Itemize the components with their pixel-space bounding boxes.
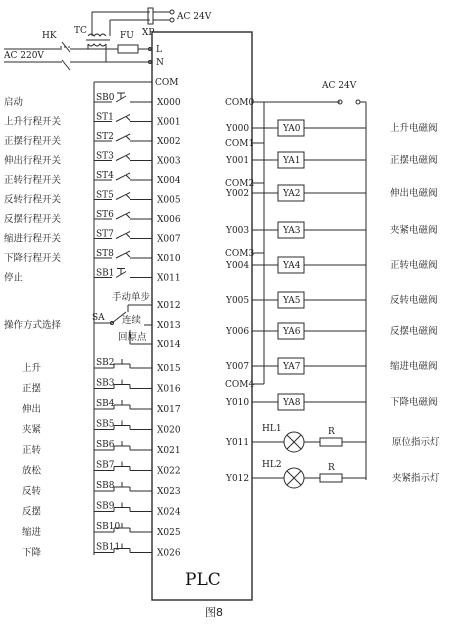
mode-home-label: 回原点 [118,332,147,343]
manual-address: X021 [157,446,181,456]
manual-row-x026 [22,543,181,559]
input-device-label: ST7 [96,229,114,240]
output-function-label: 反摆电磁阀 [390,326,438,337]
coil-label: YA0 [283,124,301,134]
output-row-y001 [225,152,438,168]
coil-label: YA4 [283,261,301,271]
input-label: 正转行程开关 [4,175,62,186]
input-device-label: ST4 [96,171,114,181]
manual-address: X024 [157,507,181,518]
lamp-address: Y011 [226,438,250,448]
common-terminal-label: COM4 [225,380,255,390]
output-row-y003 [225,222,438,238]
output-address: Y007 [226,362,250,372]
input-device-label: ST3 [96,151,114,162]
input-row-x005 [4,191,181,206]
input-address: X002 [157,137,181,147]
ac24-top-label: AC 24V [177,12,212,22]
output-function-label: 下降电磁阀 [390,397,438,408]
manual-row-x023 [22,481,181,497]
output-address: Y004 [226,261,250,271]
input-address: X007 [157,234,181,245]
manual-input-section [22,358,181,559]
input-label: 伸出行程开关 [4,155,62,167]
manual-device-label: SB10 [96,522,121,532]
input-label: 反转行程开关 [4,194,62,206]
manual-address: X017 [157,405,181,415]
input-label: 反摆行程开关 [4,214,62,225]
manual-input-label: 反转 [22,486,42,497]
ac220-label: AC 220V [4,51,44,61]
output-row-y004 [225,257,438,273]
tc-label: TC [74,26,87,36]
manual-input-label: 正摆 [22,383,42,395]
manual-row-x015 [22,358,181,374]
plc-label: PLC [185,570,221,590]
common-terminal-label: COM1 [225,139,255,149]
coil-label: YA5 [283,296,301,306]
xp-plug-icon [148,8,153,24]
coil-label: YA6 [283,327,301,337]
input-device-label: ST8 [96,249,114,259]
coil-label: YA3 [283,226,301,236]
fuse-icon [118,45,138,53]
lamp-row-y011 [225,424,440,452]
transformer-secondary-icon [88,44,106,46]
input-device-label: SB0 [96,93,115,103]
output-address: Y003 [226,226,250,236]
manual-input-label: 伸出 [22,404,42,415]
manual-row-x025 [22,522,181,538]
manual-device-label: SB11 [96,542,121,553]
input-device-label: ST2 [96,132,114,142]
output-row-y010 [225,394,438,410]
manual-device-label: SB7 [96,460,115,471]
input-row-x001 [4,113,181,128]
input-address: X011 [157,273,181,284]
lamp-name-label: HL2 [262,460,282,470]
manual-address: X026 [157,548,181,559]
manual-input-label: 缩进 [22,527,42,538]
l-terminal-label: L [156,45,162,55]
resistor-label: R [328,427,335,437]
lamp-address: Y012 [226,474,250,484]
output-row-y005 [225,292,438,308]
input-address: X005 [157,195,181,206]
xp-label: XP [142,28,155,38]
common-terminal-label: COM2 [225,179,255,189]
manual-address: X015 [157,364,181,374]
manual-device-label: SB4 [96,399,115,409]
mode-address-2: X013 [157,321,181,331]
output-address: Y000 [226,124,250,134]
input-row-x007 [4,230,181,245]
manual-row-x020 [22,420,181,436]
common-terminal-label: COM3 [225,249,255,259]
input-device-label: SB1 [96,268,115,279]
mode-manual-label: 手动单步 [112,292,151,303]
output-section [225,81,440,488]
output-address: Y002 [226,189,250,199]
input-address: X010 [157,254,181,264]
manual-device-label: SB5 [96,419,115,430]
manual-address: X025 [157,528,181,538]
manual-row-x022 [22,461,181,477]
input-label: 缩进行程开关 [4,233,62,245]
mode-address-1: X012 [157,301,181,311]
hk-label: HK [42,31,57,41]
output-function-label: 正转电磁阀 [390,260,438,271]
manual-input-label: 正转 [22,445,42,456]
power-section [3,8,212,70]
output-row-y000 [225,120,438,136]
output-address: Y006 [226,327,250,337]
manual-input-label: 下降 [22,547,42,559]
input-label: 停止 [4,272,24,284]
input-address: X000 [157,98,181,108]
fu-label: FU [120,31,134,41]
input-device-label: ST5 [96,190,114,201]
mode-continuous-label: 连续 [122,315,142,326]
coil-label: YA2 [283,189,301,199]
output-function-label: 夹紧电磁阀 [390,225,438,236]
input-row-x010 [4,249,181,264]
coil-label: YA1 [283,156,301,166]
input-row-x000 [4,93,181,108]
manual-device-label: SB9 [96,501,115,512]
output-function-label: 缩进电磁阀 [390,361,438,372]
input-row-x003 [4,152,181,167]
output-function-label: 反转电磁阀 [390,295,438,306]
sa-device-label: SA [92,313,105,323]
manual-input-label: 放松 [22,465,42,477]
output-address: Y005 [226,296,250,306]
output-row-y007 [225,358,438,374]
output-row-y002 [225,185,438,201]
lamp-name-label: HL1 [262,424,282,434]
output-function-label: 上升电磁阀 [390,123,438,134]
n-terminal-label: N [156,58,164,68]
input-address: X006 [157,215,181,225]
manual-address: X022 [157,466,181,477]
manual-device-label: SB6 [96,440,115,450]
input-row-x002 [4,132,181,147]
input-label: 启动 [4,97,24,108]
input-row-x004 [4,171,181,186]
output-row-y006 [225,323,438,339]
manual-address: X023 [157,487,181,497]
mode-address-3: X014 [157,340,181,350]
input-address: X004 [157,176,181,186]
manual-row-x024 [22,502,181,518]
com-terminal-label: COM [155,78,179,88]
output-function-label: 正摆电磁阀 [390,155,438,166]
manual-device-label: SB3 [96,378,115,389]
resistor-label: R [328,463,335,473]
input-label: 正摆行程开关 [4,136,62,147]
manual-address: X020 [157,425,181,436]
mode-select-label: 操作方式选择 [4,320,62,331]
manual-address: X016 [157,384,181,395]
mode-select-section [4,291,181,350]
lamp-row-y012 [225,460,440,488]
output-supply-label: AC 24V [322,81,357,91]
input-label: 下降行程开关 [4,253,62,264]
manual-input-label: 夹紧 [22,424,42,436]
resistor-icon [320,474,342,482]
transformer-primary-icon [88,34,106,36]
resistor-icon [320,438,342,446]
common-terminal-label: COM0 [225,98,255,108]
lamp-function-label: 原位指示灯 [392,437,440,448]
input-row-x011 [4,269,181,284]
manual-input-label: 上升 [22,363,42,374]
input-device-label: ST1 [96,112,114,123]
input-address: X001 [157,117,181,128]
output-address: Y010 [226,398,250,408]
input-section [4,93,181,284]
coil-label: YA7 [283,362,301,372]
manual-device-label: SB8 [96,481,115,491]
output-address: Y001 [226,156,250,166]
output-function-label: 伸出电磁阀 [390,188,438,199]
figure-caption: 图8 [205,606,223,619]
manual-row-x017 [22,399,181,415]
manual-row-x021 [22,440,181,456]
input-address: X003 [157,156,181,167]
coil-label: YA8 [283,398,301,408]
manual-device-label: SB2 [96,358,115,368]
manual-row-x016 [22,379,181,395]
input-label: 上升行程开关 [4,116,62,128]
input-row-x006 [4,210,181,225]
input-device-label: ST6 [96,210,114,220]
lamp-function-label: 夹紧指示灯 [392,473,440,484]
manual-input-label: 反摆 [22,506,42,518]
